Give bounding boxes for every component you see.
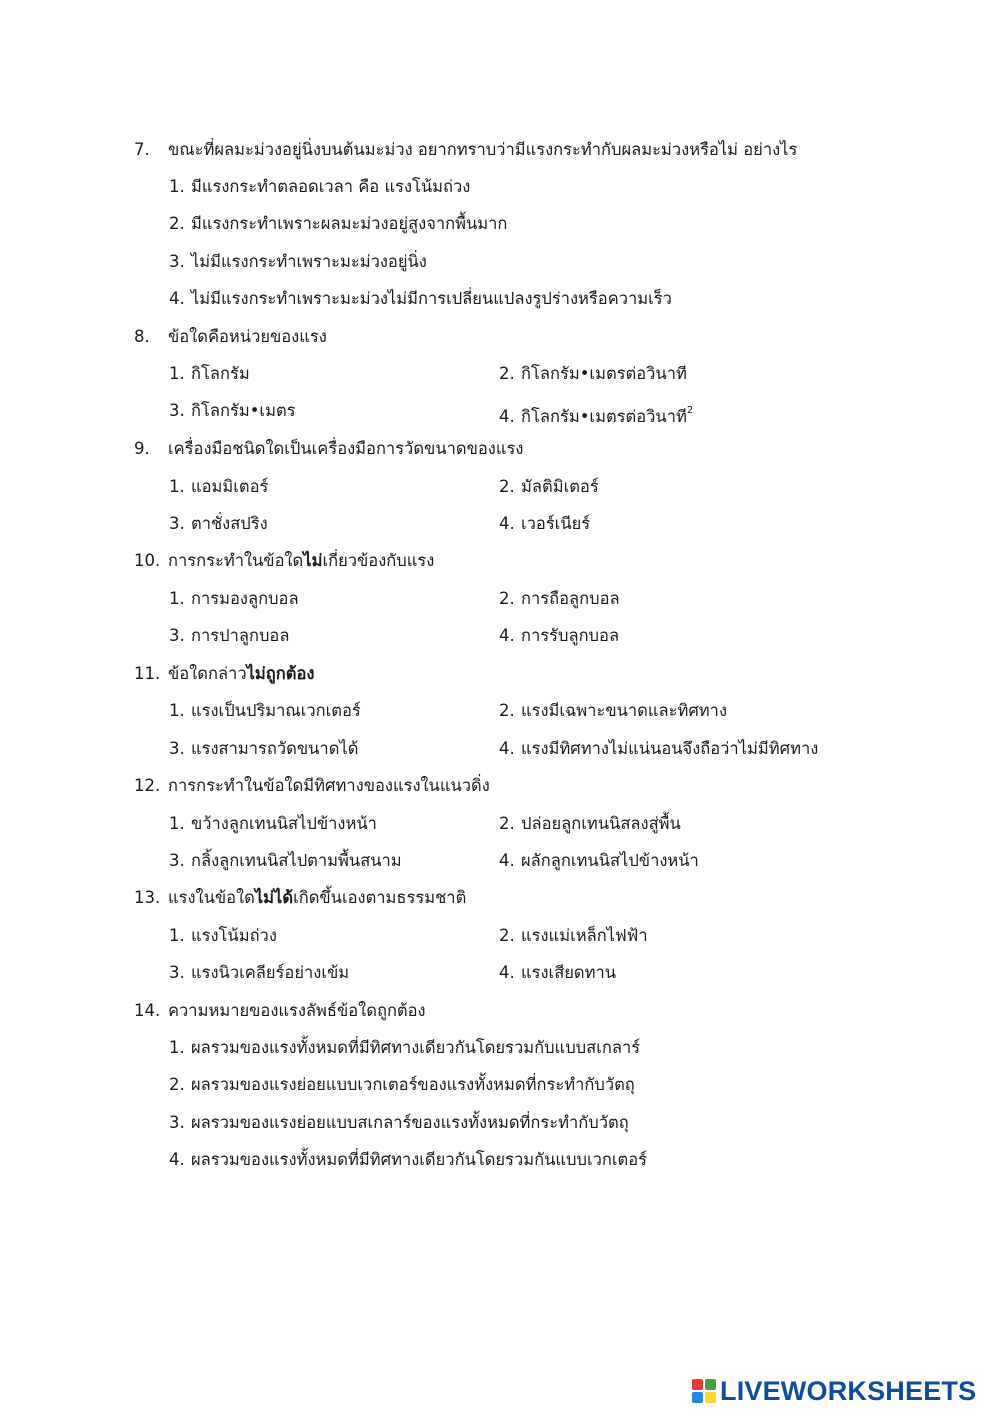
- logo-square: [692, 1392, 703, 1403]
- question-number: 10.: [134, 551, 161, 570]
- question-7-option-4[interactable]: 4. ไม่มีแรงกระทำเพราะมะม่วงไม่มีการเปลี่ยนแปลงรูปร่างหรือความเร็ว: [169, 289, 672, 308]
- question-14-option-4[interactable]: 4. ผลรวมของแรงทั้งหมดที่มีทิศทางเดียวกันโดยรวมกันแบบเวกเตอร์: [169, 1150, 647, 1169]
- question-text: เครื่องมือชนิดใดเป็นเครื่องมือการวัดขนาดของแรง: [168, 439, 524, 458]
- question-text: ขณะที่ผลมะม่วงอยู่นิ่งบนต้นมะม่วง อยากทราบว่ามีแรงกระทำกับผลมะม่วงหรือไม่ อย่างไร: [168, 140, 798, 159]
- question-13: 13. แรงในข้อใดไม่ได้เกิดขึ้นเองตามธรรมชาติ: [134, 888, 467, 907]
- question-10-option-4[interactable]: 4. การรับลูกบอล: [499, 626, 620, 645]
- question-14-option-2[interactable]: 2. ผลรวมของแรงย่อยแบบเวกเตอร์ของแรงทั้งหมดที่กระทำกับวัตถุ: [169, 1075, 635, 1094]
- question-14: [134, 1000, 426, 1022]
- liveworksheets-logo[interactable]: [692, 1374, 976, 1408]
- question-8-option-4[interactable]: 4. กิโลกรัม•เมตรต่อวินาที$^2$: [499, 405, 694, 426]
- question-11-option-3[interactable]: 3. แรงสามารถวัดขนาดได้: [169, 739, 359, 758]
- logo-square: [692, 1379, 703, 1390]
- question-number: 9.: [134, 439, 150, 458]
- question-12-option-2[interactable]: 2. ปล่อยลูกเทนนิสลงสู่พื้น: [499, 814, 681, 833]
- question-14-option-1[interactable]: 1. ผลรวมของแรงทั้งหมดที่มีทิศทางเดียวกันโดยรวมกับแบบสเกลาร์: [169, 1038, 641, 1057]
- logo-grid-icon: [692, 1379, 716, 1403]
- question-number: 7.: [134, 140, 150, 159]
- question-10-option-3[interactable]: 3. การปาลูกบอล: [169, 626, 290, 645]
- question-7-option-1[interactable]: 1. มีแรงกระทำตลอดเวลา คือ แรงโน้มถ่วง: [169, 177, 471, 196]
- question-13-option-4[interactable]: 4. แรงเสียดทาน: [499, 963, 617, 982]
- question-11-option-2[interactable]: 2. แรงมีเฉพาะขนาดและทิศทาง: [499, 701, 728, 720]
- logo-square: [705, 1392, 716, 1403]
- emphasis-text: ไม่: [303, 551, 323, 570]
- logo-text: LIVEWORKSHEETS: [720, 1375, 977, 1406]
- question-number: 8.: [134, 327, 150, 346]
- question-8: [134, 326, 327, 348]
- question-8-option-2[interactable]: 2. กิโลกรัม•เมตรต่อวินาที: [499, 364, 687, 383]
- question-12: [134, 775, 490, 797]
- question-number: 11.: [134, 664, 161, 683]
- question-11: 11. ข้อใดกล่าวไม่ถูกต้อง: [134, 664, 315, 683]
- question-10-option-1[interactable]: 1. การมองลูกบอล: [169, 589, 299, 608]
- question-13-option-1[interactable]: 1. แรงโน้มถ่วง: [169, 926, 277, 945]
- question-12-option-4[interactable]: 4. ผลักลูกเทนนิสไปข้างหน้า: [499, 851, 699, 870]
- question-text: การกระทำในข้อใดมีทิศทางของแรงในแนวดิ่ง: [168, 776, 490, 795]
- question-8-option-1[interactable]: 1. กิโลกรัม: [169, 364, 250, 383]
- question-10: 10. การกระทำในข้อใดไม่เกี่ยวข้องกับแรง: [134, 551, 435, 570]
- emphasis-text: ไม่ถูกต้อง: [246, 664, 315, 683]
- question-text: ข้อใดคือหน่วยของแรง: [168, 327, 327, 346]
- superscript-exponent: 2: [686, 405, 694, 416]
- emphasis-text: ไม่ได้: [254, 888, 294, 907]
- question-12-option-1[interactable]: 1. ขว้างลูกเทนนิสไปข้างหน้า: [169, 814, 377, 833]
- question-9-option-4[interactable]: 4. เวอร์เนียร์: [499, 514, 591, 533]
- question-9: [134, 438, 523, 460]
- question-number: 12.: [134, 776, 161, 795]
- question-number: 14.: [134, 1001, 161, 1020]
- question-8-option-3[interactable]: 3. กิโลกรัม•เมตร: [169, 401, 296, 420]
- question-13-option-3[interactable]: 3. แรงนิวเคลียร์อย่างเข้ม: [169, 963, 350, 982]
- logo-square: [705, 1379, 716, 1390]
- question-13-option-2[interactable]: 2. แรงแม่เหล็กไฟฟ้า: [499, 926, 648, 945]
- question-9-option-3[interactable]: 3. ตาชั่งสปริง: [169, 514, 268, 533]
- question-11-option-4[interactable]: 4. แรงมีทิศทางไม่แน่นอนจึงถือว่าไม่มีทิศทาง: [499, 739, 819, 758]
- question-11-option-1[interactable]: 1. แรงเป็นปริมาณเวกเตอร์: [169, 701, 361, 720]
- question-7-option-3[interactable]: 3. ไม่มีแรงกระทำเพราะมะม่วงอยู่นิ่ง: [169, 252, 427, 271]
- question-10-option-2[interactable]: 2. การถือลูกบอล: [499, 589, 620, 608]
- question-12-option-3[interactable]: 3. กลิ้งลูกเทนนิสไปตามพื้นสนาม: [169, 851, 402, 870]
- question-7: [134, 139, 797, 161]
- question-9-option-2[interactable]: 2. มัลติมิเตอร์: [499, 477, 599, 496]
- question-7-option-2[interactable]: 2. มีแรงกระทำเพราะผลมะม่วงอยู่สูงจากพื้นมาก: [169, 214, 508, 233]
- question-number: 13.: [134, 888, 161, 907]
- question-9-option-1[interactable]: 1. แอมมิเตอร์: [169, 477, 269, 496]
- question-14-option-3[interactable]: 3. ผลรวมของแรงย่อยแบบสเกลาร์ของแรงทั้งหมดที่กระทำกับวัตถุ: [169, 1113, 629, 1132]
- question-text: ความหมายของแรงลัพธ์ข้อใดถูกต้อง: [168, 1001, 426, 1020]
